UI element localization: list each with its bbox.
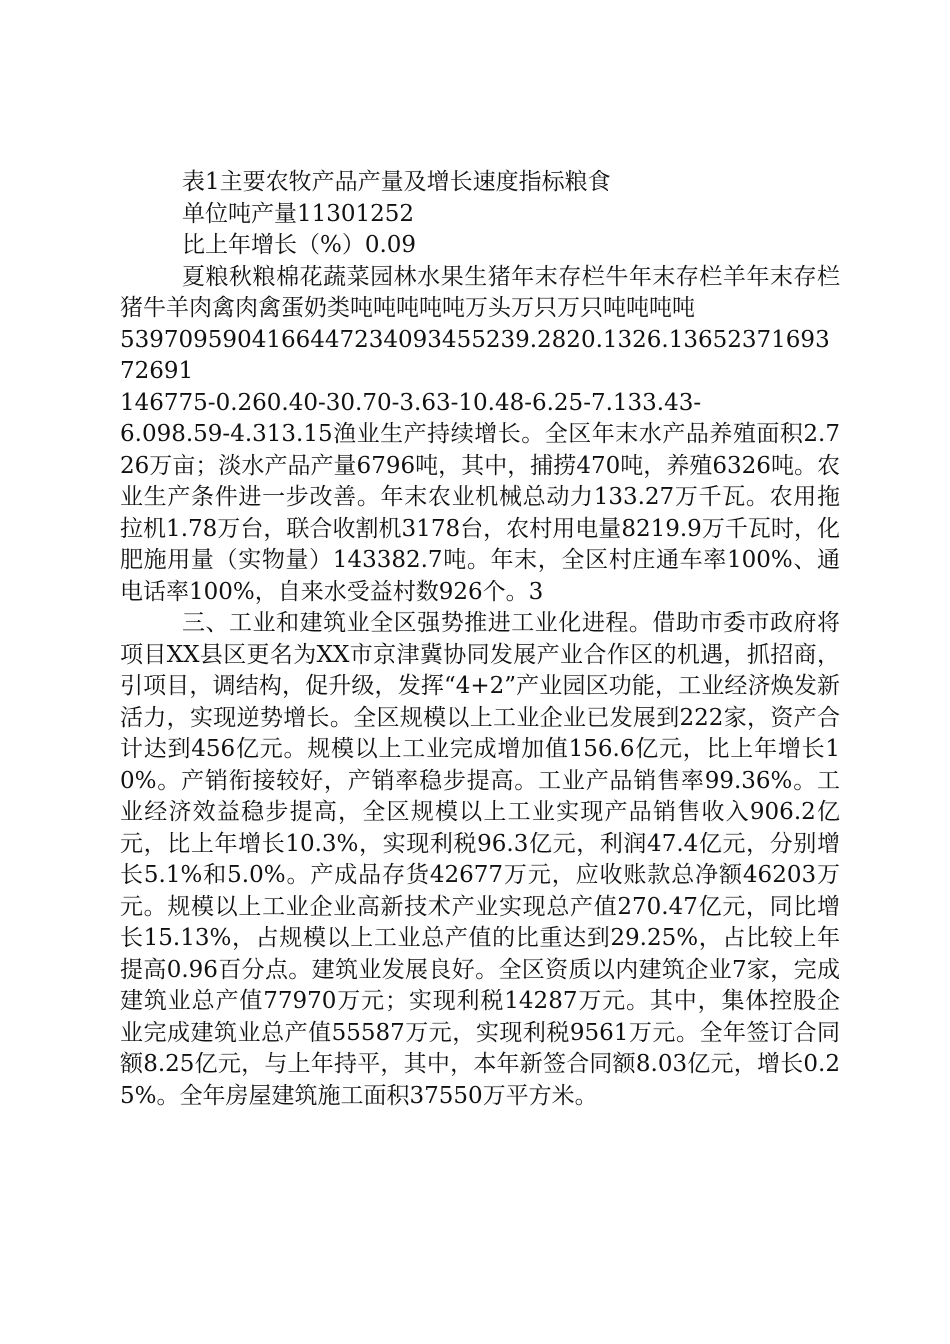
- numbers-line: 5397095904166447234093455239.2820.1326.1365237169372691: [120, 326, 830, 384]
- numbers-line: 146775-0.260.40-30.70-3.63-10.48-6.25-7.133.43-: [120, 389, 702, 416]
- growth-line: 比上年增长（%）0.09: [182, 232, 417, 258]
- items-paragraph: 夏粮秋粮棉花蔬菜园林水果生猪年末存栏牛年末存栏羊年末存栏猪牛羊肉禽肉禽蛋奶类吨吨吨吨吨万头万只万只吨吨吨吨: [120, 263, 840, 321]
- table-title: 表1主要农牧产品产量及增长速度指标粮食: [182, 169, 611, 195]
- fishery-paragraph: 6.098.59-4.313.15渔业生产持续增长。全区年末水产品养殖面积2.726万亩；淡水产品产量6796吨，其中，捕捞470吨，养殖6326吨。农业生产条件进一步改善。年末农业机械总动力133.27万千瓦。农用拖拉机1.78万台，联合收割机3178台，农村用电量8219.9万千瓦时，化肥施用量（实物量）143382.7吨。年末，全区村庄通车率100%、通电话率100%，自来水受益村数926个。3: [120, 421, 840, 605]
- unit-line: 单位吨产量11301252: [182, 200, 415, 227]
- document-body: [120, 167, 840, 1112]
- industry-paragraph: 三、工业和建筑业全区强势推进工业化进程。借助市委市政府将项目XX县区更名为XX市京津冀协同发展产业合作区的机遇，抓招商，引项目，调结构，促升级，发挥“4+2”产业园区功能，工业经济焕发新活力，实现逆势增长。全区规模以上工业企业已发展到222家，资产合计达到456亿元。规模以上工业完成增加值156.6亿元，比上年增长10%。产销衔接较好，产销率稳步提高。工业产品销售率99.36%。工业经济效益稳步提高，全区规模以上工业实现产品销售收入906.2亿元，比上年增长10.3%，实现利税96.3亿元，利润47.4亿元，分别增长5.1%和5.0%。产成品存货42677万元，应收账款总净额46203万元。规模以上工业企业高新技术产业实现总产值270.47亿元，同比增长15.13%，占规模以上工业总产值的比重达到29.25%，占比较上年提高0.96百分点。建筑业发展良好。全区资质以内建筑企业7家，完成建筑业总产值77970万元；实现利税14287万元。其中，集体控股企业完成建筑业总产值55587万元，实现利税9561万元。全年签订合同额8.25亿元，与上年持平，其中，本年新签合同额8.03亿元，增长0.25%。全年房屋建筑施工面积37550万平方米。: [120, 610, 840, 1109]
